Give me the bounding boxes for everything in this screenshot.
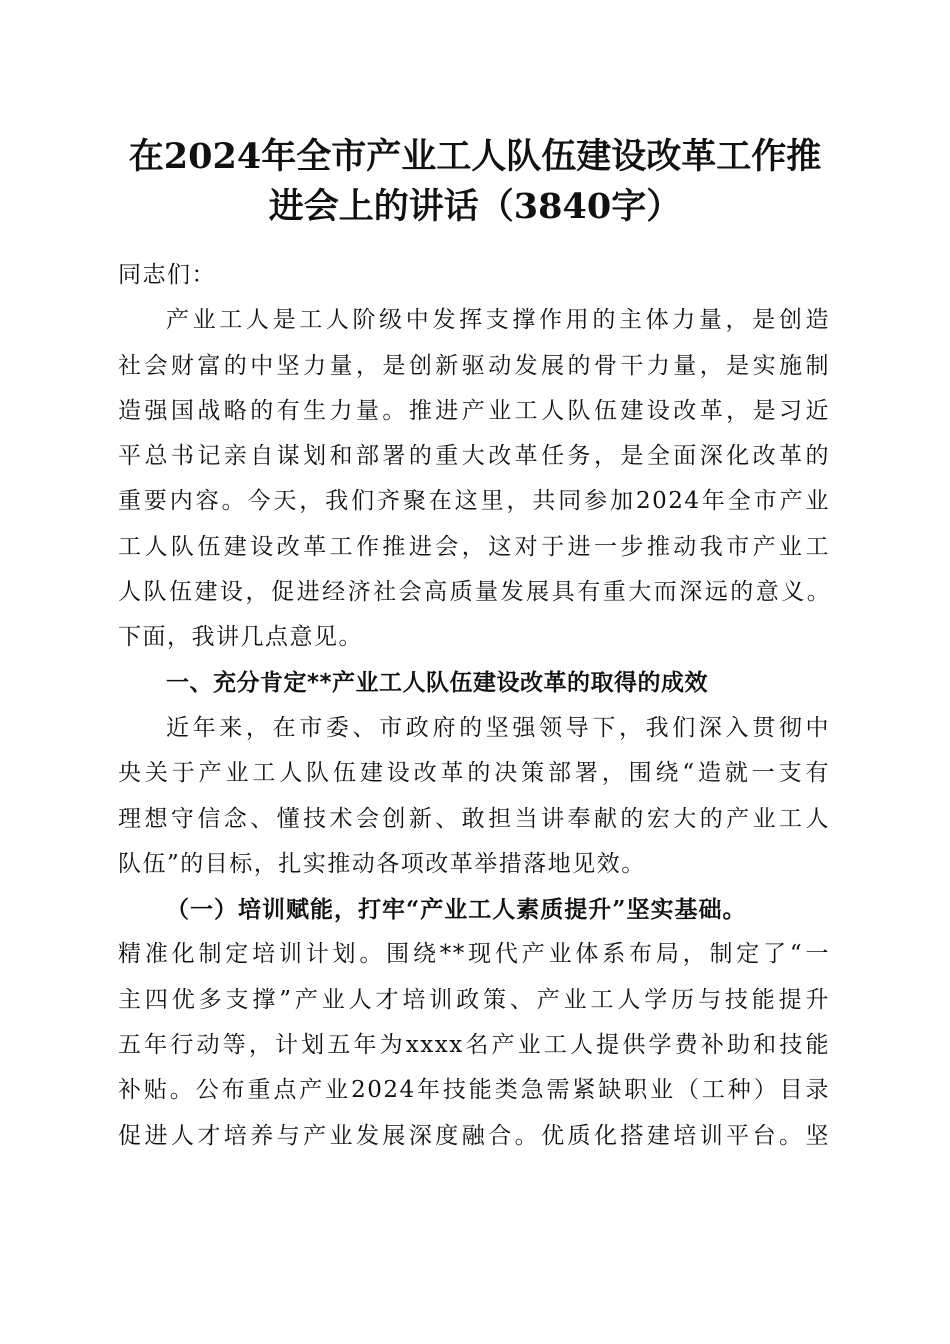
document-body — [118, 253, 830, 1159]
section-heading-1: 一、充分肯定**产业工人队伍建设改革的取得的成效 — [166, 669, 709, 696]
paragraph1-line: 下面，我讲几点意见。 — [118, 624, 363, 651]
paragraph1-line: 重要内容。今天，我们齐聚在这里，共同参加2024年全市产业 — [118, 488, 830, 515]
document-title — [110, 132, 840, 232]
paragraph1-line: 产业工人是工人阶级中发挥支撑作用的主体力量，是创造 — [166, 307, 830, 334]
title-line-1: 在2024年全市产业工人队伍建设改革工作推 — [128, 136, 822, 177]
paragraph2-line: 近年来，在市委、市政府的坚强领导下，我们深入贯彻中 — [166, 714, 830, 741]
paragraph1-line: 平总书记亲自谋划和部署的重大改革任务，是全面深化改革的 — [118, 443, 830, 470]
paragraph2-line: 队伍”的目标，扎实推动各项改革举措落地见效。 — [118, 850, 646, 877]
paragraph3-line: 五年行动等，计划五年为xxxx名产业工人提供学费补助和技能 — [118, 1032, 830, 1059]
paragraph1-line: 社会财富的中坚力量，是创新驱动发展的骨干力量，是实施制 — [118, 352, 830, 379]
paragraph1-line: 造强国战略的有生力量。推进产业工人队伍建设改革，是习近 — [118, 397, 830, 424]
paragraph3-line: 促进人才培养与产业发展深度融合。优质化搭建培训平台。坚 — [118, 1122, 830, 1149]
greeting: 同志们： — [118, 262, 216, 288]
paragraph3-line: 精准化制定培训计划。围绕**现代产业体系布局，制定了“一 — [118, 941, 830, 968]
paragraph3-line: 补贴。公布重点产业2024年技能类急需紧缺职业（工种）目录 — [118, 1077, 830, 1104]
paragraph1-line: 工人队伍建设改革工作推进会，这对于进一步推动我市产业工 — [118, 533, 830, 560]
paragraph2-line: 央关于产业工人队伍建设改革的决策部署，围绕“造就一支有 — [118, 760, 830, 787]
title-line-2: 进会上的讲话（3840字） — [268, 186, 682, 227]
subsection-heading-1: （一）培训赋能，打牢“产业工人素质提升”坚实基础。 — [166, 896, 747, 924]
paragraph1-line: 人队伍建设，促进经济社会高质量发展具有重大而深远的意义。 — [118, 579, 830, 606]
paragraph2-line: 理想守信念、懂技术会创新、敢担当讲奉献的宏大的产业工人 — [118, 805, 830, 832]
paragraph3-line: 主四优多支撑”产业人才培训政策、产业工人学历与技能提升 — [118, 986, 830, 1013]
